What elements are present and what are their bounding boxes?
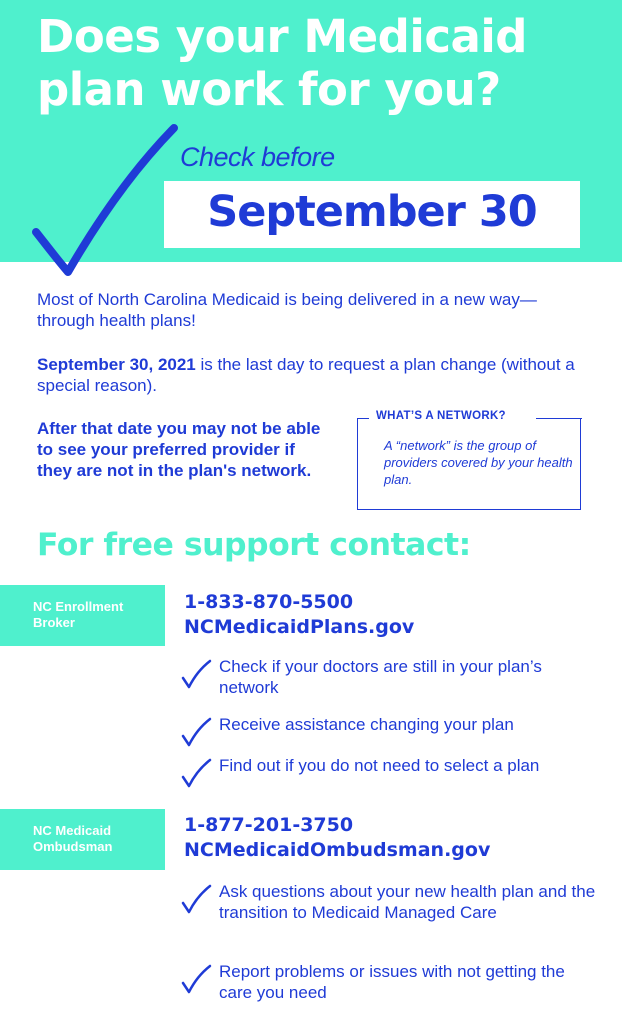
list-item-text: Report problems or issues with not getting the care you need [219, 962, 565, 1002]
deadline-paragraph [37, 354, 597, 396]
deadline-date-bold: September 30, 2021 [37, 355, 196, 374]
enrollment-broker-tab [0, 585, 165, 646]
medicaid-ombudsman-phone[interactable]: 1-877-201-3750 [184, 814, 354, 836]
title-line-1: Does your Medicaid [37, 10, 527, 63]
intro-paragraph: Most of North Carolina Medicaid is being delivered in a new way—through health plans! [37, 290, 537, 330]
tab-label-line-1: NC Enrollment [33, 599, 124, 614]
enrollment-broker-contact [184, 590, 414, 640]
enrollment-broker-phone[interactable]: 1-833-870-5500 [184, 591, 354, 613]
check-icon [180, 659, 212, 689]
list-item-text: Receive assistance changing your plan [219, 715, 514, 734]
medicaid-ombudsman-tab [0, 809, 165, 870]
check-icon [180, 964, 212, 994]
warning-paragraph: After that date you may not be able to see your preferred provider if they are not in the plan's network. [37, 419, 321, 480]
network-box-title: WHAT’S A NETWORK? [376, 410, 506, 422]
support-heading: For free support contact: [37, 527, 471, 563]
network-info-box [357, 410, 581, 510]
check-icon [180, 884, 212, 914]
tab-label-line-1: NC Medicaid [33, 823, 112, 838]
list-item-text: Check if your doctors are still in your plan’s network [219, 657, 542, 697]
deadline-date-box [164, 181, 580, 248]
check-icon [180, 717, 212, 747]
check-icon [180, 758, 212, 788]
list-item-text: Ask questions about your new health plan and the transition to Medicaid Managed Care [219, 882, 596, 922]
list-item-text: Find out if you do not need to select a plan [219, 756, 540, 775]
medicaid-ombudsman-contact [184, 813, 490, 863]
title-line-2: plan work for you? [37, 63, 501, 116]
deadline-text: is the last day to request a plan change (without a special reason). [37, 355, 575, 395]
tab-label-line-2: Broker [33, 615, 75, 630]
check-before-text: Check before [180, 142, 335, 172]
page-title [37, 10, 607, 116]
tab-label-line-2: Ombudsman [33, 839, 113, 854]
network-box-top-left-border [357, 418, 369, 419]
enrollment-broker-website[interactable]: NCMedicaidPlans.gov [184, 616, 415, 638]
network-box-top-right-border [536, 418, 582, 419]
deadline-date: September 30 [207, 187, 537, 237]
network-box-text: A “network” is the group of providers covered by your health plan. [384, 438, 573, 487]
medicaid-ombudsman-website[interactable]: NCMedicaidOmbudsman.gov [184, 839, 491, 861]
